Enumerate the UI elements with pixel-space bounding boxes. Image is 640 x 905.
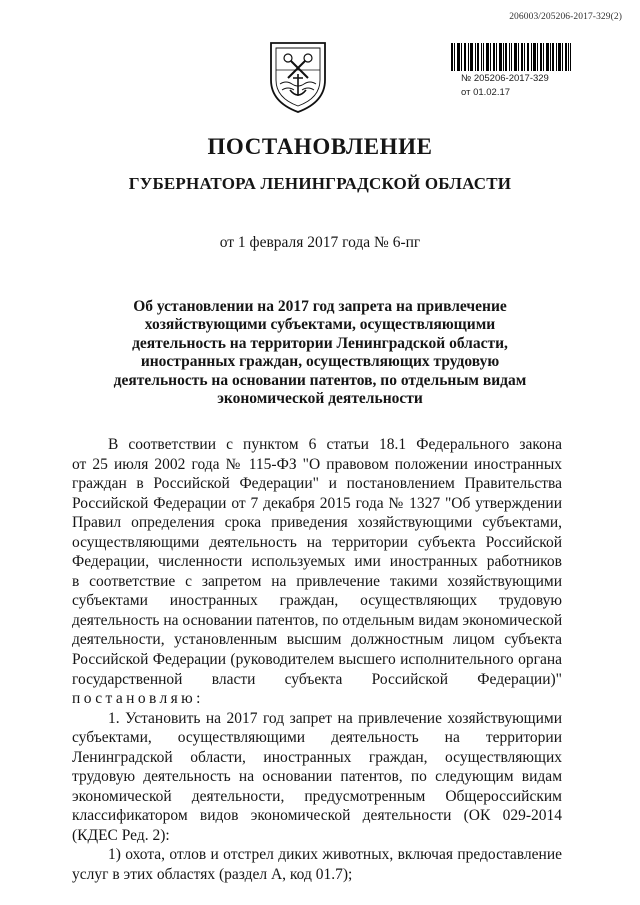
body-line: граждан в Российской Федерации" и постановлением Правительства <box>72 475 562 492</box>
document-title: ПОСТАНОВЛЕНИЕ <box>207 134 433 159</box>
body-line: В соответствии с пунктом 6 статьи 18.1 Федерального закона <box>108 436 562 453</box>
body-line: осуществляющими деятельность на территории субъекта Российской <box>72 534 562 551</box>
body-line: Российской Федерации от 7 декабря 2015 года № 1327 "Об утверждении <box>72 495 562 512</box>
barcode <box>451 43 571 71</box>
body-line: деятельность на основании патентов, по отдельным видам экономической <box>72 612 563 629</box>
body-line: экономической деятельности, предусмотренным Общероссийским <box>72 788 562 805</box>
body-line: от 25 июля 2002 года № 115-ФЗ "О правовом положении иностранных <box>72 456 562 473</box>
heading-line: иностранных граждан, осуществляющих трудовую <box>140 353 500 371</box>
document-code: 206003/205206-2017-329(2) <box>509 12 622 22</box>
registration-number: № 205206-2017-329 <box>461 73 549 84</box>
body-line: (КДЕС Ред. 2): <box>72 827 170 844</box>
heading-line: Об установлении на 2017 год запрета на привлечение <box>133 298 507 315</box>
body-line: Правил определения срока приведения хозяйствующими субъектами, <box>72 514 562 531</box>
document-subtitle: ГУБЕРНАТОРА ЛЕНИНГРАДСКОЙ ОБЛАСТИ <box>128 174 512 193</box>
body-line: 1) охота, отлов и отстрел диких животных, включая предоставление <box>108 846 562 863</box>
heading-line: хозяйствующими субъектами, осуществляющими <box>144 316 496 334</box>
body-line: 1. Установить на 2017 год запрет на привлечение хозяйствующими <box>108 710 562 727</box>
body-line: постановляю: <box>72 690 204 707</box>
body-line: субъектами иностранных граждан, осуществляющих трудовую <box>72 592 562 609</box>
body-line: государственной власти субъекта Российской Федерации)" <box>72 671 562 688</box>
heading-line: экономической деятельности <box>217 390 423 408</box>
body-line: Ленинградской области, иностранных граждан, осуществляющих <box>72 749 562 766</box>
document-date: от 1 февраля 2017 года № 6-пг <box>219 234 421 251</box>
body-line: трудовую деятельность на основании патентов, по следующим видам <box>72 768 562 785</box>
body-line: классификатором видов экономической деятельности (ОК 029-2014 <box>72 807 562 824</box>
body-line: субъектами, осуществляющими деятельность на территории <box>72 729 562 746</box>
registration-date: от 01.02.17 <box>461 87 511 98</box>
body-line: Федерации, численности используемых ими иностранных работников <box>72 553 562 570</box>
body-line: деятельности, установленным высшим должностным лицом субъекта <box>72 631 562 648</box>
heading-line: деятельность на территории Ленинградской области, <box>132 334 508 352</box>
resolution-heading <box>80 298 560 408</box>
heading-line: деятельность на основании патентов, по отдельным видам <box>113 371 527 389</box>
body-line: Российской Федерации (руководителем высшего исполнительного органа <box>72 651 562 668</box>
coat-of-arms-icon <box>268 40 328 114</box>
body-line: в соответствие с запретом на привлечение такими хозяйствующими <box>72 573 562 590</box>
body-line: услуг в этих областях (раздел А, код 01.7); <box>72 866 353 883</box>
